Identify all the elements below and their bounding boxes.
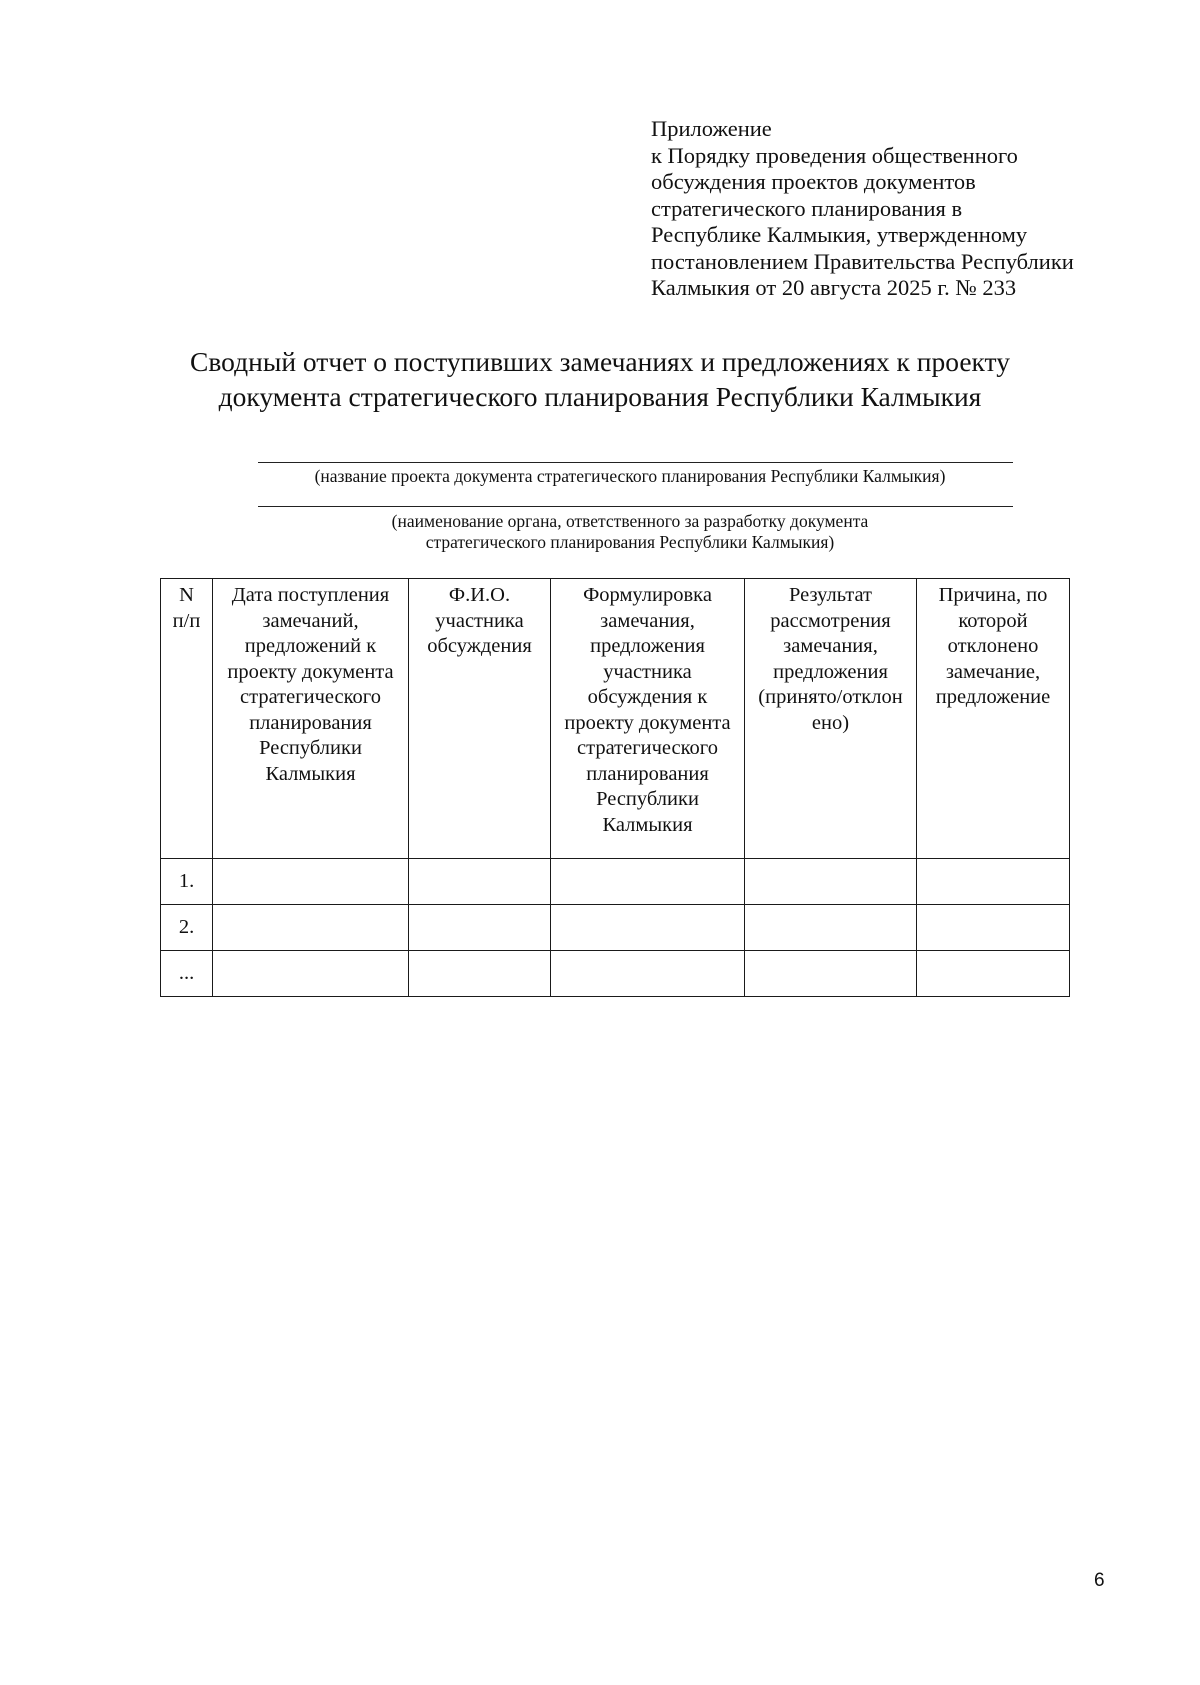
caption-line: стратегического планирования Республики Калмыкия) (425, 532, 835, 552)
header-participant-name: Ф.И.О. участника обсуждения (409, 579, 551, 859)
header-number: N п/п (161, 579, 213, 859)
appendix-line: к Порядку проведения общественного (651, 142, 1018, 168)
table-cell (917, 951, 1070, 997)
table-cell (213, 905, 409, 951)
page-number: 6 (1094, 1570, 1105, 1591)
document-title (150, 344, 1050, 414)
row-number: ... (161, 951, 213, 997)
caption-line: (наименование органа, ответственного за разработку документа (391, 511, 869, 531)
appendix-line: обсуждения проектов документов (651, 169, 976, 194)
title-line: Сводный отчет о поступивших замечаниях и предложениях к проекту (190, 346, 1010, 377)
table-cell (745, 905, 917, 951)
header-date-received: Дата поступления замечаний, предложений к проекту документа стратегического планирования Республики Калмыкия (213, 579, 409, 859)
table-row (161, 951, 1070, 997)
table-cell (745, 951, 917, 997)
project-name-line (258, 462, 1013, 463)
table-cell (917, 859, 1070, 905)
table-header-row (161, 579, 1070, 859)
row-number: 1. (161, 859, 213, 905)
appendix-line: стратегического планирования в (651, 195, 963, 221)
table-cell (917, 905, 1070, 951)
appendix-line: Калмыкия от 20 августа 2025 г. № 233 (651, 275, 1017, 300)
title-line: документа стратегического планирования Республики Калмыкия (218, 381, 982, 412)
project-name-caption: (название проекта документа стратегического планирования Республики Калмыкия) (314, 466, 946, 486)
report-table (160, 578, 1070, 997)
responsible-body-caption (200, 511, 1060, 553)
header-rejection-reason: Причина, по которой отклонено замечание, предложение (917, 579, 1070, 859)
table-cell (409, 859, 551, 905)
row-number: 2. (161, 905, 213, 951)
table-cell (409, 951, 551, 997)
table-cell (551, 905, 745, 951)
table-cell (213, 951, 409, 997)
appendix-note (651, 116, 1171, 302)
appendix-line: постановлением Правительства Республики (651, 248, 1074, 274)
header-review-result: Результат рассмотрения замечания, предложения (принято/отклон ено) (745, 579, 917, 859)
table-row (161, 859, 1070, 905)
header-remark-wording: Формулировка замечания, предложения участника обсуждения к проекту документа стратегического планирования Республики Калмыкия (551, 579, 745, 859)
table-cell (551, 951, 745, 997)
appendix-line: Приложение (651, 116, 772, 141)
responsible-body-line (258, 506, 1013, 507)
table-cell (213, 859, 409, 905)
table-cell (551, 859, 745, 905)
table-cell (745, 859, 917, 905)
appendix-line: Республике Калмыкия, утвержденному (651, 222, 1028, 247)
table-row (161, 905, 1070, 951)
table-cell (409, 905, 551, 951)
